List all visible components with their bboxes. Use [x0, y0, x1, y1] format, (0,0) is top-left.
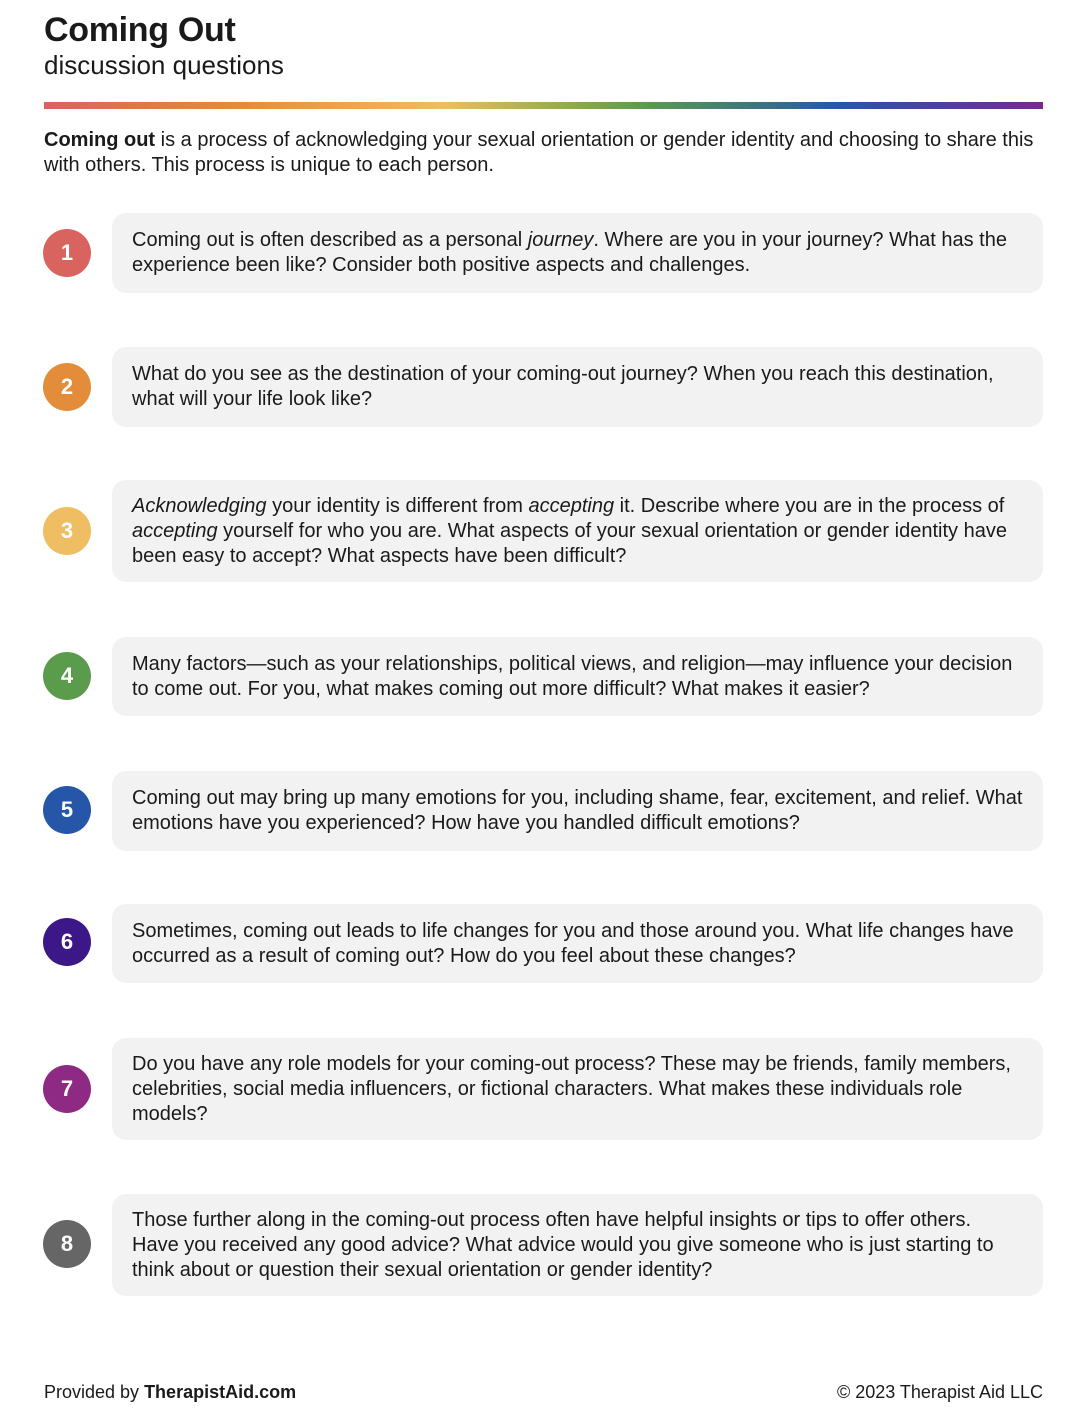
question-row: [0, 213, 1076, 293]
question-number-badge: 6: [43, 918, 91, 966]
question-number-badge: 2: [43, 363, 91, 411]
rainbow-divider: [44, 102, 1043, 109]
question-box: [112, 347, 1043, 427]
question-number-badge: 7: [43, 1065, 91, 1113]
footer-copyright: © 2023 Therapist Aid LLC: [836, 1382, 1043, 1402]
page-subtitle: discussion questions: [44, 50, 284, 80]
question-row: [0, 771, 1076, 851]
question-box: [112, 213, 1043, 293]
question-row: [0, 1038, 1076, 1140]
question-row: [0, 347, 1076, 427]
question-text: [132, 786, 1023, 836]
question-text-run: your identity is different from: [266, 494, 529, 517]
footer-provided-by: [44, 1381, 296, 1403]
question-text: [132, 494, 1023, 569]
question-text: [132, 1208, 1023, 1283]
question-text-run: What do you see as the destination of your coming-out journey? When you reach this destination, what will your life look like?: [132, 363, 994, 410]
question-text-run: . Where are you in your journey? What has the experience been like? Consider both positive aspects and challenges.: [132, 229, 1007, 276]
question-text-run: Many factors—such as your relationships, political views, and religion—may influence your decision to come out. For you, what makes coming out more difficult? What makes it easier?: [132, 652, 1013, 700]
question-text-run: Those further along in the coming-out process often have helpful insights or tips to offer others. Have you received any good advice? What advice would you give someone who is just starting to think about or question their sexual orientation or gender identity?: [132, 1208, 994, 1281]
question-emphasis: accepting: [528, 494, 615, 517]
question-text-run: yourself for who you are. What aspects of your sexual orientation or gender identity have been easy to accept? What aspects have been difficult?: [132, 519, 1007, 567]
question-text: [132, 652, 1023, 702]
intro-text: is a process of acknowledging your sexual orientation or gender identity and choosing to share this with others. This process is unique to each person.: [44, 129, 1034, 176]
question-emphasis: accepting: [132, 519, 218, 542]
question-number-badge: 4: [43, 652, 91, 700]
question-box: [112, 637, 1043, 716]
question-emphasis: journey: [527, 229, 594, 251]
footer-provided-label: Provided by: [44, 1382, 145, 1402]
question-text-run: Coming out is often described as a personal: [132, 229, 528, 251]
footer-brand-link[interactable]: TherapistAid.com: [144, 1382, 297, 1402]
question-text: [132, 919, 1023, 969]
page-title: Coming Out: [44, 11, 236, 49]
question-box: [112, 1194, 1043, 1296]
question-text: [132, 228, 1023, 278]
question-text-run: it. Describe where you are in the process of: [614, 494, 1005, 517]
question-emphasis: Acknowledging: [132, 494, 267, 517]
question-row: [0, 637, 1076, 716]
question-row: [0, 1194, 1076, 1296]
question-text-run: Coming out may bring up many emotions for you, including shame, fear, excitement, and relief. What emotions have you experienced? How have you handled difficult emotions?: [132, 787, 1023, 834]
intro-bold-term: Coming out: [44, 129, 156, 151]
question-text-run: Sometimes, coming out leads to life changes for you and those around you. What life changes have occurred as a result of coming out? How do you feel about these changes?: [132, 919, 1014, 967]
question-text: [132, 362, 1023, 412]
page-header: [44, 10, 284, 80]
question-number-badge: 3: [43, 507, 91, 555]
question-text-run: Do you have any role models for your coming-out process? These may be friends, family members, celebrities, social media influencers, or fictional characters. What makes these individuals role models?: [132, 1052, 1011, 1125]
question-box: [112, 1038, 1043, 1140]
question-row: [0, 904, 1076, 983]
question-number-badge: 1: [43, 229, 91, 277]
question-row: [0, 480, 1076, 582]
question-text: [132, 1052, 1023, 1127]
question-box: [112, 480, 1043, 582]
question-number-badge: 8: [43, 1220, 91, 1268]
question-box: [112, 771, 1043, 851]
question-box: [112, 904, 1043, 983]
intro-paragraph: [44, 128, 1044, 178]
question-number-badge: 5: [43, 786, 91, 834]
